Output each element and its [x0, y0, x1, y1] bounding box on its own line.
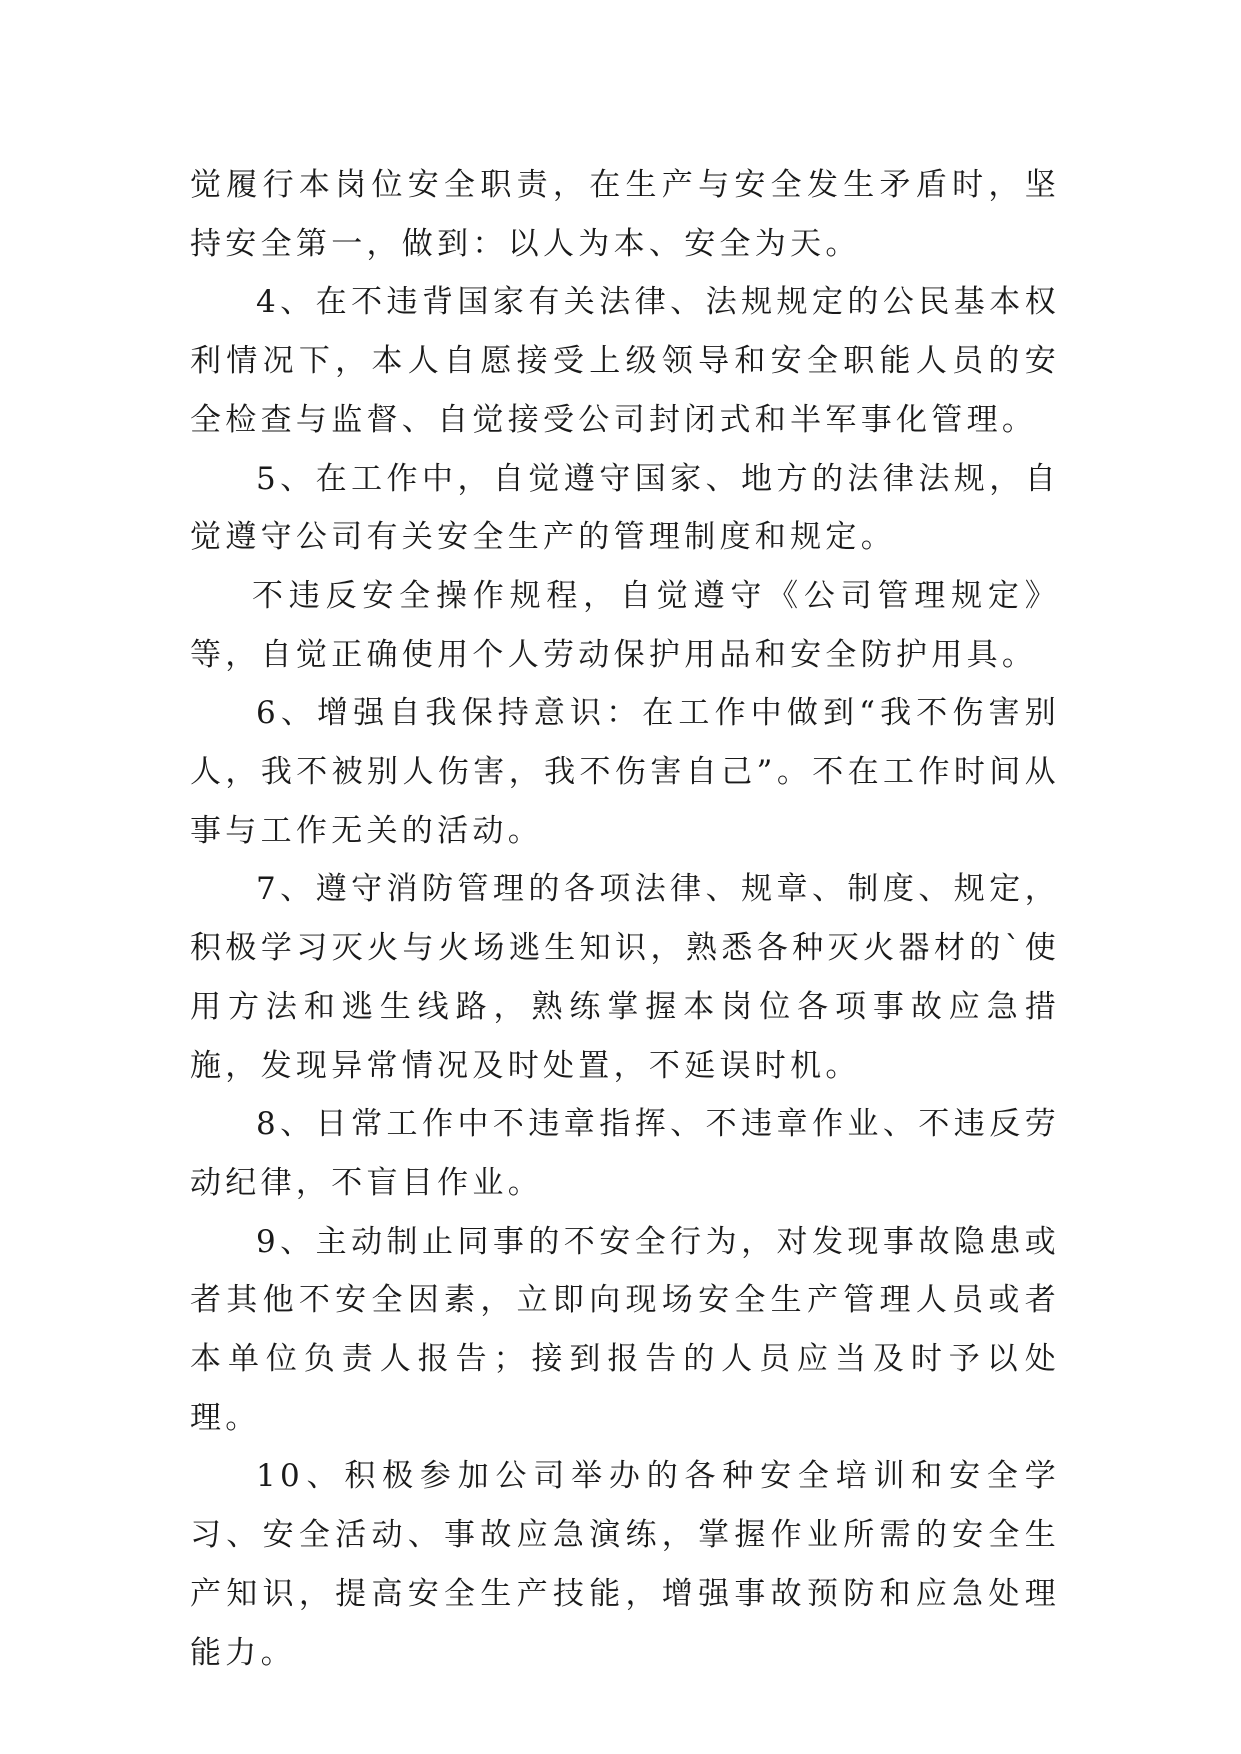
paragraph-item-8: 8、日常工作中不违章指挥、不违章作业、不违反劳动纪律，不盲目作业。	[190, 1106, 1060, 1201]
paragraph-item-7: 7、遵守消防管理的各项法律、规章、制度、规定，积极学习灭火与火场逃生知识，熟悉各种灭火器材的`使用方法和逃生线路，熟练掌握本岗位各项事故应急措施，发现异常情况及时处置，不延误时机。	[190, 871, 1060, 1084]
document-body	[190, 156, 1060, 1682]
paragraph-item-6: 6、增强自我保持意识：在工作中做到“我不伤害别人，我不被别人伤害，我不伤害自己”。不在工作时间从事与工作无关的活动。	[190, 695, 1060, 849]
paragraph-item-9: 9、主动制止同事的不安全行为，对发现事故隐患或者其他不安全因素，立即向现场安全生产管理人员或者本单位负责人报告；接到报告的人员应当及时予以处理。	[190, 1223, 1060, 1436]
paragraph-item-5-continued: 不违反安全操作规程，自觉遵守《公司管理规定》等，自觉正确使用个人劳动保护用品和安全防护用具。	[190, 577, 1060, 673]
paragraph-continuation: 觉履行本岗位安全职责，在生产与安全发生矛盾时，坚持安全第一，做到：以人为本、安全为天。	[190, 167, 1060, 262]
paragraph-item-10: 10、积极参加公司举办的各种安全培训和安全学习、安全活动、事故应急演练，掌握作业所需的安全生产知识，提高安全生产技能，增强事故预防和应急处理能力。	[190, 1458, 1060, 1671]
paragraph-item-5: 5、在工作中，自觉遵守国家、地方的法律法规，自觉遵守公司有关安全生产的管理制度和规定。	[190, 460, 1060, 556]
paragraph-item-4: 4、在不违背国家有关法律、法规规定的公民基本权利情况下，本人自愿接受上级领导和安全职能人员的安全检查与监督、自觉接受公司封闭式和半军事化管理。	[190, 284, 1060, 438]
